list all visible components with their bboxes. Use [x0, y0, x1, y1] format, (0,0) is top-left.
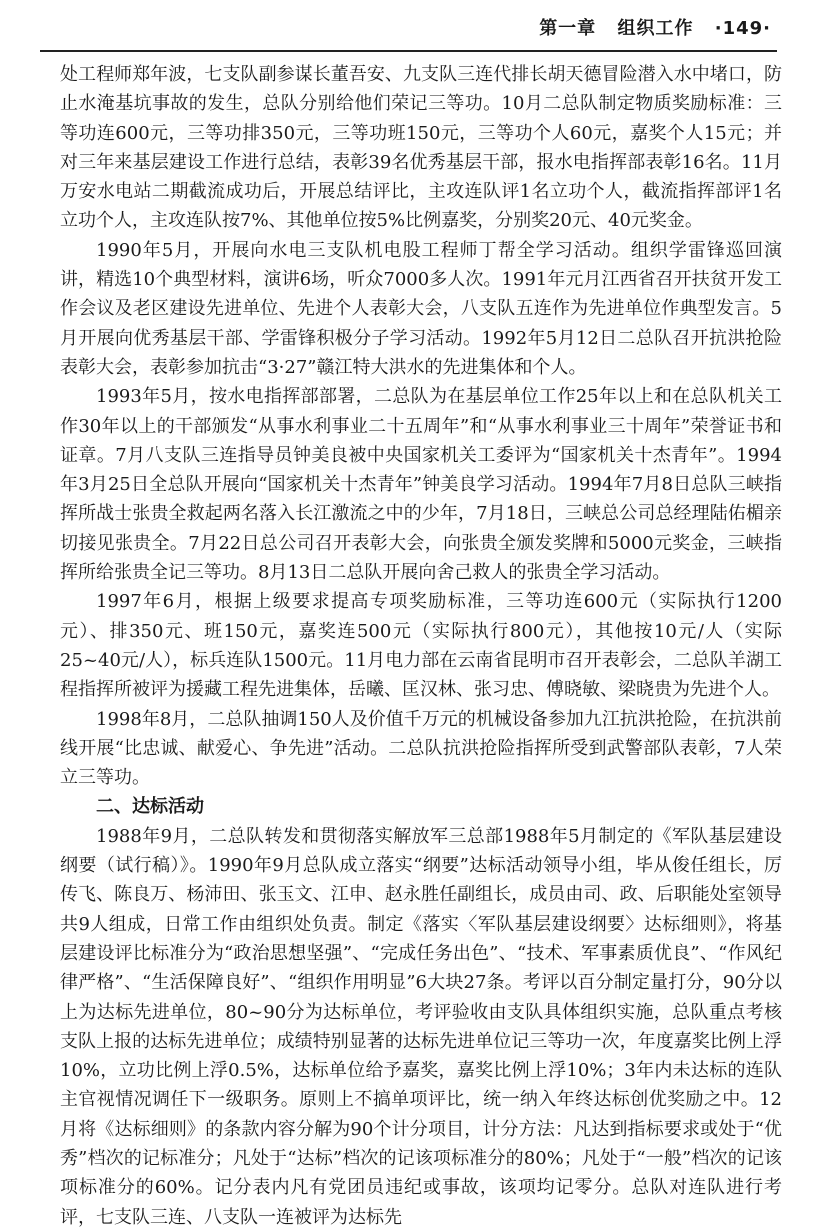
paragraph: 处工程师郑年波，七支队副参谋长董吾安、九支队三连代排长胡天德冒险潜入水中堵口，防止水淹基坑事故的发生，总队分别给他们荣记三等功。10月二总队制定物质奖励标准：三等功连600元，三等功排350元，三等功班150元，三等功个人60元，嘉奖个人15元；并对三年来基层建设工作进行总结，表彰39名优秀基层干部，报水电指挥部表彰16名。11月万安水电站二期截流成功后，开展总结评比，主攻连队评1名立功个人，截流指挥部评1名立功个人，主攻连队按7%、其他单位按5%比例嘉奖，分别奖20元、40元奖金。 — [60, 64, 782, 232]
section-title: 组织工作 — [617, 18, 694, 39]
page-number: ·149· — [714, 18, 771, 39]
header-rule — [40, 50, 777, 52]
paragraph: 1993年5月，按水电指挥部部署，二总队为在基层单位工作25年以上和在总队机关工作30年以上的干部颁发“从事水利事业二十五周年”和“从事水利事业三十周年”荣誉证书和证章。7月八支队三连指导员钟美良被中央国家机关工委评为“国家机关十杰青年”。1994年3月25日全总队开展向“国家机关十杰青年”钟美良学习活动。1994年7月8日总队三峡指挥所战士张贵全救起两名落入长江激流之中的少年，7月18日，三峡总公司总经理陆佑楣亲切接见张贵全。7月22日总公司召开表彰大会，向张贵全颁发奖牌和5000元奖金，三峡指挥所给张贵全记三等功。8月13日二总队开展向舍己救人的张贵全学习活动。 — [60, 386, 782, 584]
body-text — [60, 60, 782, 1232]
paragraph: 1998年8月，二总队抽调150人及价值千万元的机械设备参加九江抗洪抢险，在抗洪前线开展“比忠诚、献爱心、争先进”活动。二总队抗洪抢险指挥所受到武警部队表彰，7人荣立三等功。 — [60, 708, 782, 789]
paragraph: 1997年6月，根据上级要求提高专项奖励标准，三等功连600元（实际执行1200元）、排350元、班150元，嘉奖连500元（实际执行800元），其他按10元/人（实际25~40元/人），标兵连队1500元。11月电力部在云南省昆明市召开表彰会，二总队羊湖工程指挥所被评为援藏工程先进集体，岳曦、匡汉林、张习忠、傅晓敏、梁晓贵为先进个人。 — [60, 591, 782, 701]
paragraph: 1988年9月，二总队转发和贯彻落实解放军三总部1988年5月制定的《军队基层建设纲要（试行稿）》。1990年9月总队成立落实“纲要”达标活动领导小组，毕从俊任组长，厉传飞、陈良万、杨沛田、张玉文、江申、赵永胜任副组长，成员由司、政、后职能处室领导共9人组成，日常工作由组织处负责。制定《落实〈军队基层建设纲要〉达标细则》，将基层建设评比标准分为“政治思想坚强”、“完成任务出色”、“技术、军事素质优良”、“作风纪律严格”、“生活保障良好”、“组织作用明显”6大块27条。考评以百分制定量打分，90分以上为达标先进单位，80~90分为达标单位，考评验收由支队具体组织实施，总队重点考核支队上报的达标先进单位；成绩特别显著的达标先进单位记三等功一次，年度嘉奖比例上浮10%，立功比例上浮0.5%，达标单位给予嘉奖，嘉奖比例上浮10%；3年内未达标的连队主官视情况调任下一级职务。原则上不搞单项评比，统一纳入年终达标创优奖励之中。12月将《达标细则》的条款内容分解为90个计分项目，计分方法：凡达到指标要求或处于“优秀”档次的记标准分；凡处于“达标”档次的记该项标准分的80%；凡处于“一般”档次的记该项标准分的60%。记分表内凡有党团员违纪或事故，该项均记零分。总队对连队进行考评，七支队三连、八支队一连被评为达标先 — [60, 825, 782, 1228]
running-header — [525, 14, 771, 40]
paragraph: 1990年5月，开展向水电三支队机电股工程师丁帮全学习活动。组织学雷锋巡回演讲，精选10个典型材料，演讲6场，听众7000多人次。1991年元月江西省召开扶贫开发工作会议及老区建设先进单位、先进个人表彰大会，八支队五连作为先进单位作典型发言。5月开展向优秀基层干部、学雷锋积极分子学习活动。1992年5月12日二总队召开抗洪抢险表彰大会，表彰参加抗击“3·27”赣江特大洪水的先进集体和个人。 — [60, 239, 782, 378]
section-heading: 二、达标活动 — [96, 796, 204, 818]
chapter-label: 第一章 — [539, 18, 597, 39]
